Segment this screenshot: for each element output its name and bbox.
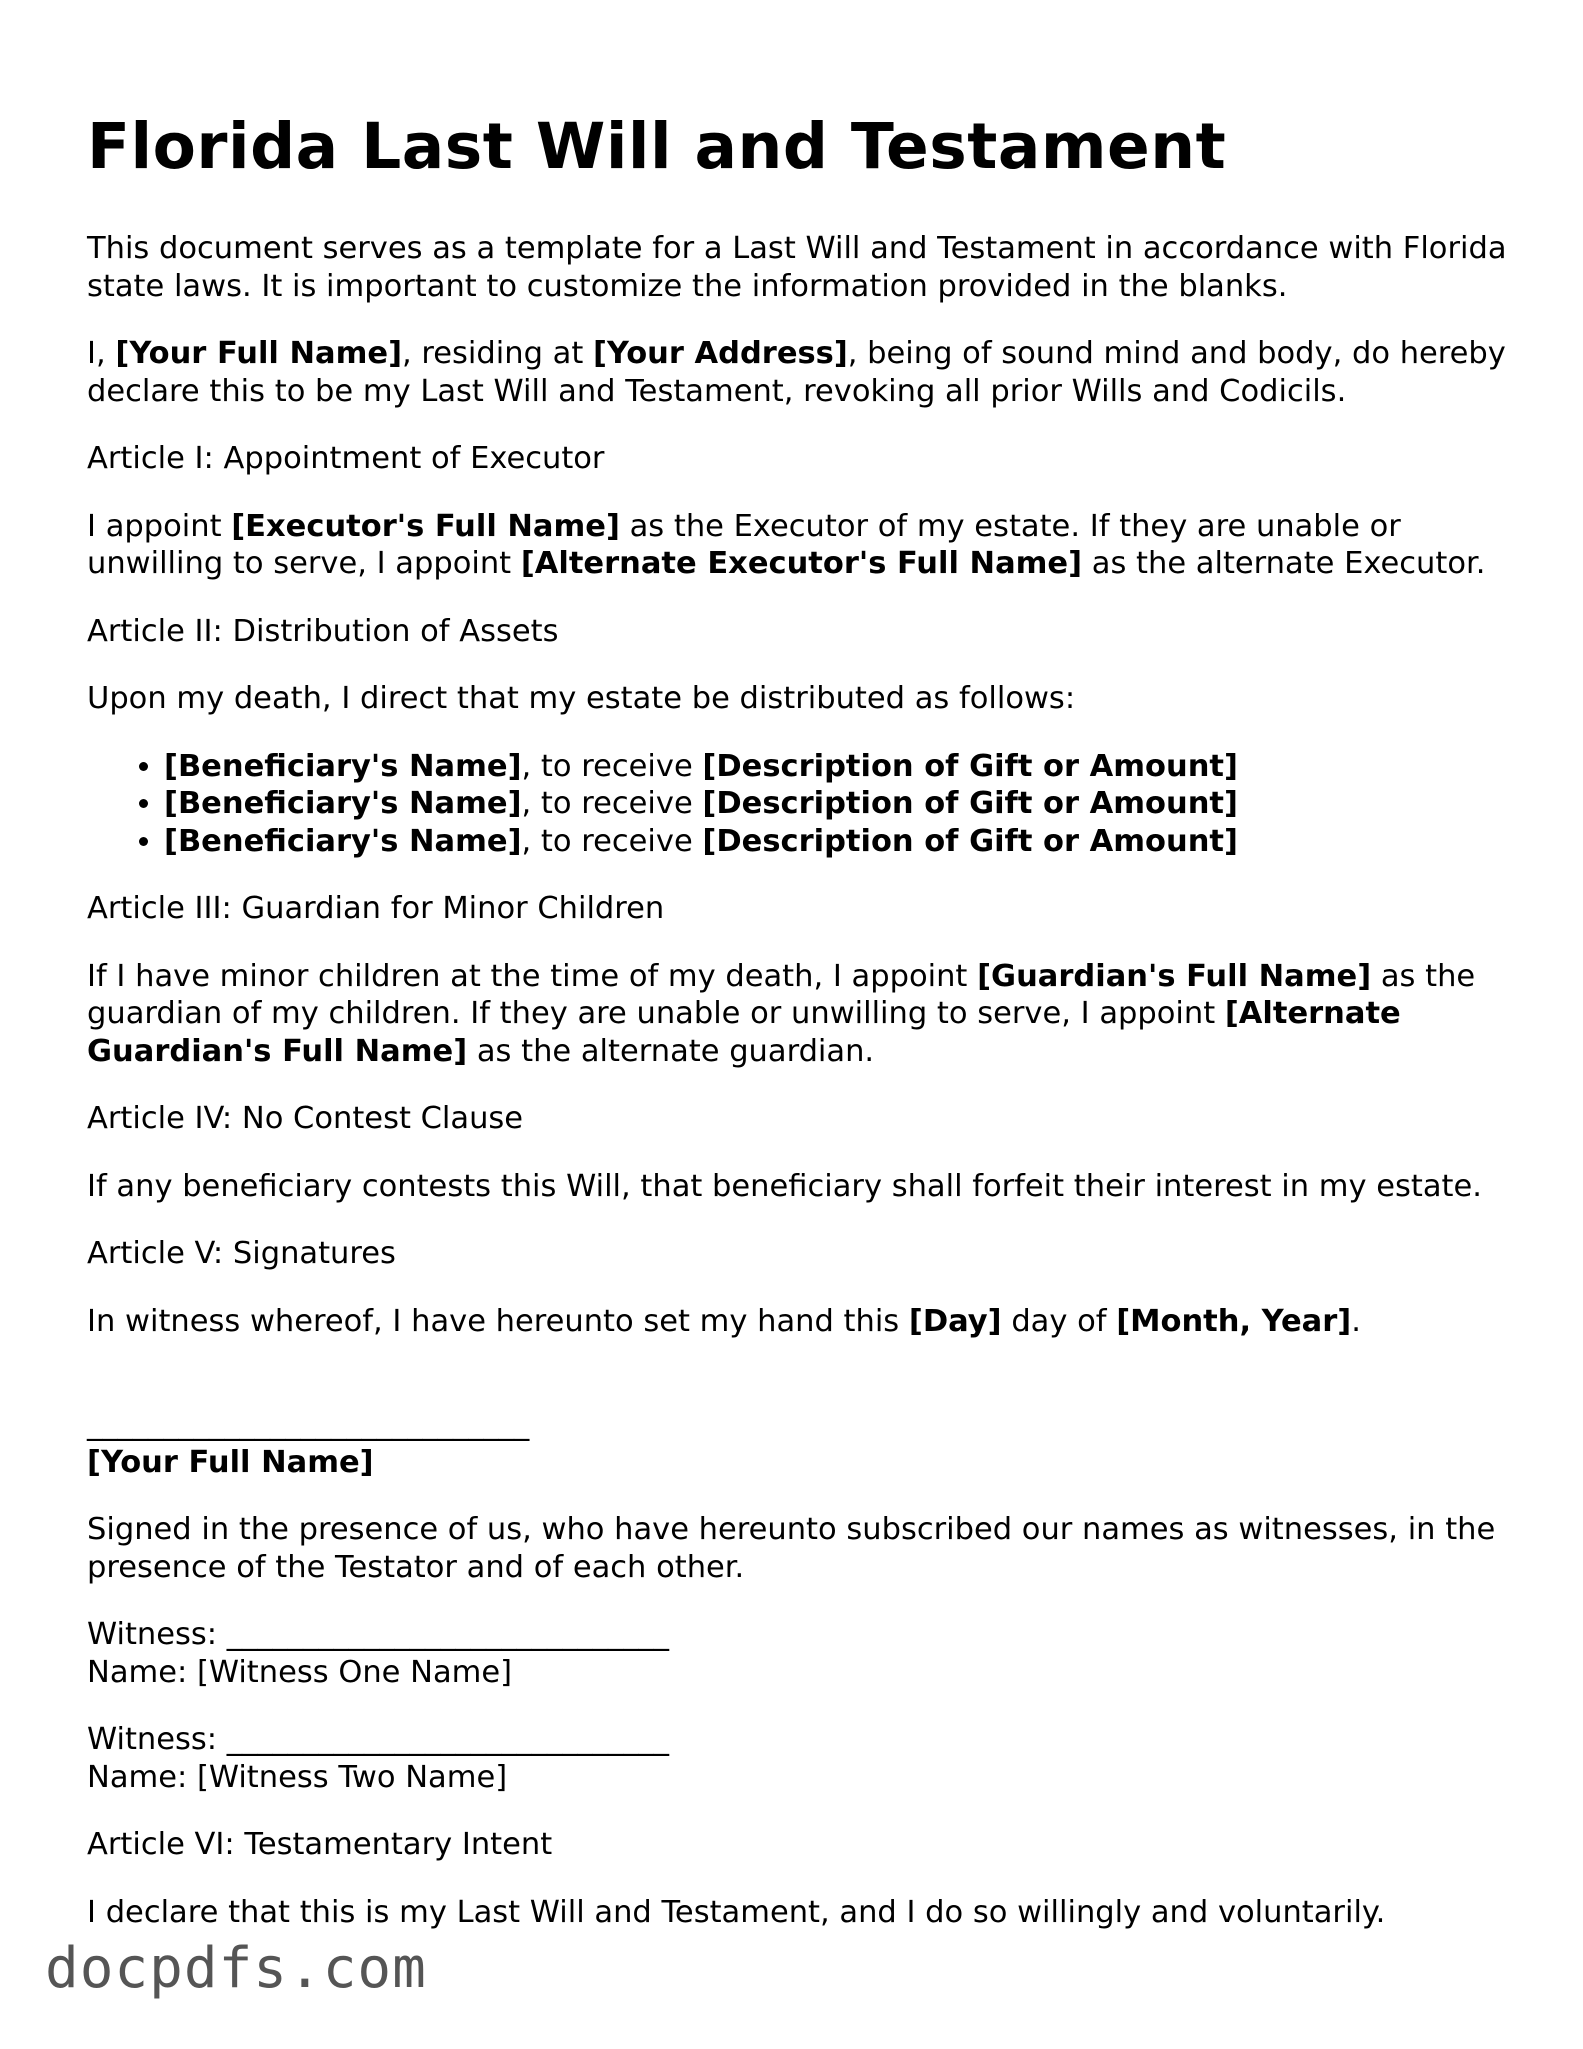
witness-block-2 [87,1721,1507,1796]
witness-intro-paragraph: Signed in the presence of us, who have hereunto subscribed our names as witnesses, in the presence of the Testator and of each other. [87,1512,1496,1585]
article-6-heading: Article VI: Testamentary Intent [87,1827,553,1862]
document-page [87,104,1507,1961]
testator-name-placeholder: [Your Full Name] [115,336,403,371]
gift-placeholder: [Description of Gift or Amount] [702,748,1238,784]
article-5-text-c: . [1351,1303,1361,1339]
article-2-paragraph: Upon my death, I direct that my estate be distributed as follows: [87,681,1076,716]
document-title: Florida Last Will and Testament [87,110,1227,183]
declaration-rest: , being of sound mind and body, do hereby declare this to be my Last Will and Testament, revoking all prior Wills and Codicils. [87,336,1506,409]
article-1-text-c: as the alternate Executor. [1082,546,1486,581]
witness-signature-line: _____________________________ [226,1617,670,1652]
alternate-executor-placeholder: [Alternate Executor's Full Name] [520,546,1083,581]
witness-signature-line: _____________________________ [226,1722,670,1757]
article-1-text-b: as the Executor of my estate. If they are unable or unwilling to serve, I appoint [87,508,1401,581]
declaration-prefix: I, [87,336,116,371]
article-3-paragraph [87,958,1507,1071]
gift-placeholder: [Description of Gift or Amount] [702,786,1238,821]
article-3-text-a: If I have minor children at the time of my death, I appoint [87,958,978,994]
article-3-text-b: as the guardian of my children. If they are unable or unwilling to serve, I appoint [87,958,1476,1031]
beneficiary-list [87,748,1507,861]
alternate-guardian-placeholder: [Alternate Guardian's Full Name] [87,996,1401,1069]
witness-name: Name: [Witness Two Name] [87,1759,508,1795]
list-item [164,823,1507,861]
article-3-text-c: as the alternate guardian. [467,1033,875,1069]
list-item [164,785,1507,823]
beneficiary-connector: , to receive [521,786,703,821]
witness-block-1 [87,1616,1507,1691]
witness-label: Witness: [87,1722,227,1757]
article-1-heading: Article I: Appointment of Executor [87,441,605,476]
witness-label: Witness: [87,1617,227,1652]
article-4-heading: Article IV: No Contest Clause [87,1101,524,1136]
gift-placeholder: [Description of Gift or Amount] [702,823,1238,859]
executor-placeholder: [Executor's Full Name] [231,508,620,544]
list-item [164,748,1507,786]
article-3-heading: Article III: Guardian for Minor Children [87,891,665,926]
testator-signature-line: _____________________________ [87,1407,530,1442]
month-year-placeholder: [Month, Year] [1116,1303,1352,1339]
beneficiary-placeholder: [Beneficiary's Name] [164,823,522,859]
article-1-paragraph [87,508,1507,583]
testator-signature-block [87,1406,1507,1481]
article-5-paragraph [87,1303,1507,1341]
witness-name: Name: [Witness One Name] [87,1654,513,1690]
beneficiary-connector: , to receive [521,823,703,859]
beneficiary-connector: , to receive [521,748,703,784]
declaration-paragraph [87,335,1507,410]
address-placeholder: [Your Address] [592,336,848,371]
day-placeholder: [Day] [908,1303,1002,1339]
declaration-residing: , residing at [402,336,593,371]
article-5-heading: Article V: Signatures [87,1236,396,1271]
article-6-paragraph: I declare that this is my Last Will and Testament, and I do so willingly and voluntarily. [87,1894,1386,1930]
guardian-placeholder: [Guardian's Full Name] [977,958,1372,994]
testator-signature-name: [Your Full Name] [87,1444,374,1480]
watermark: docpdfs.com [45,1936,427,2001]
beneficiary-placeholder: [Beneficiary's Name] [164,786,522,821]
article-1-text-a: I appoint [87,508,232,544]
article-5-text-b: day of [1001,1303,1117,1339]
article-5-text-a: In witness whereof, I have hereunto set my hand this [87,1303,909,1339]
article-4-paragraph: If any beneficiary contests this Will, that beneficiary shall forfeit their interest in my estate. [87,1168,1482,1204]
article-2-heading: Article II: Distribution of Assets [87,613,559,649]
beneficiary-placeholder: [Beneficiary's Name] [164,748,522,784]
intro-paragraph: This document serves as a template for a Last Will and Testament in accordance with Florida state laws. It is important to customize the information provided in the blanks. [87,231,1507,304]
